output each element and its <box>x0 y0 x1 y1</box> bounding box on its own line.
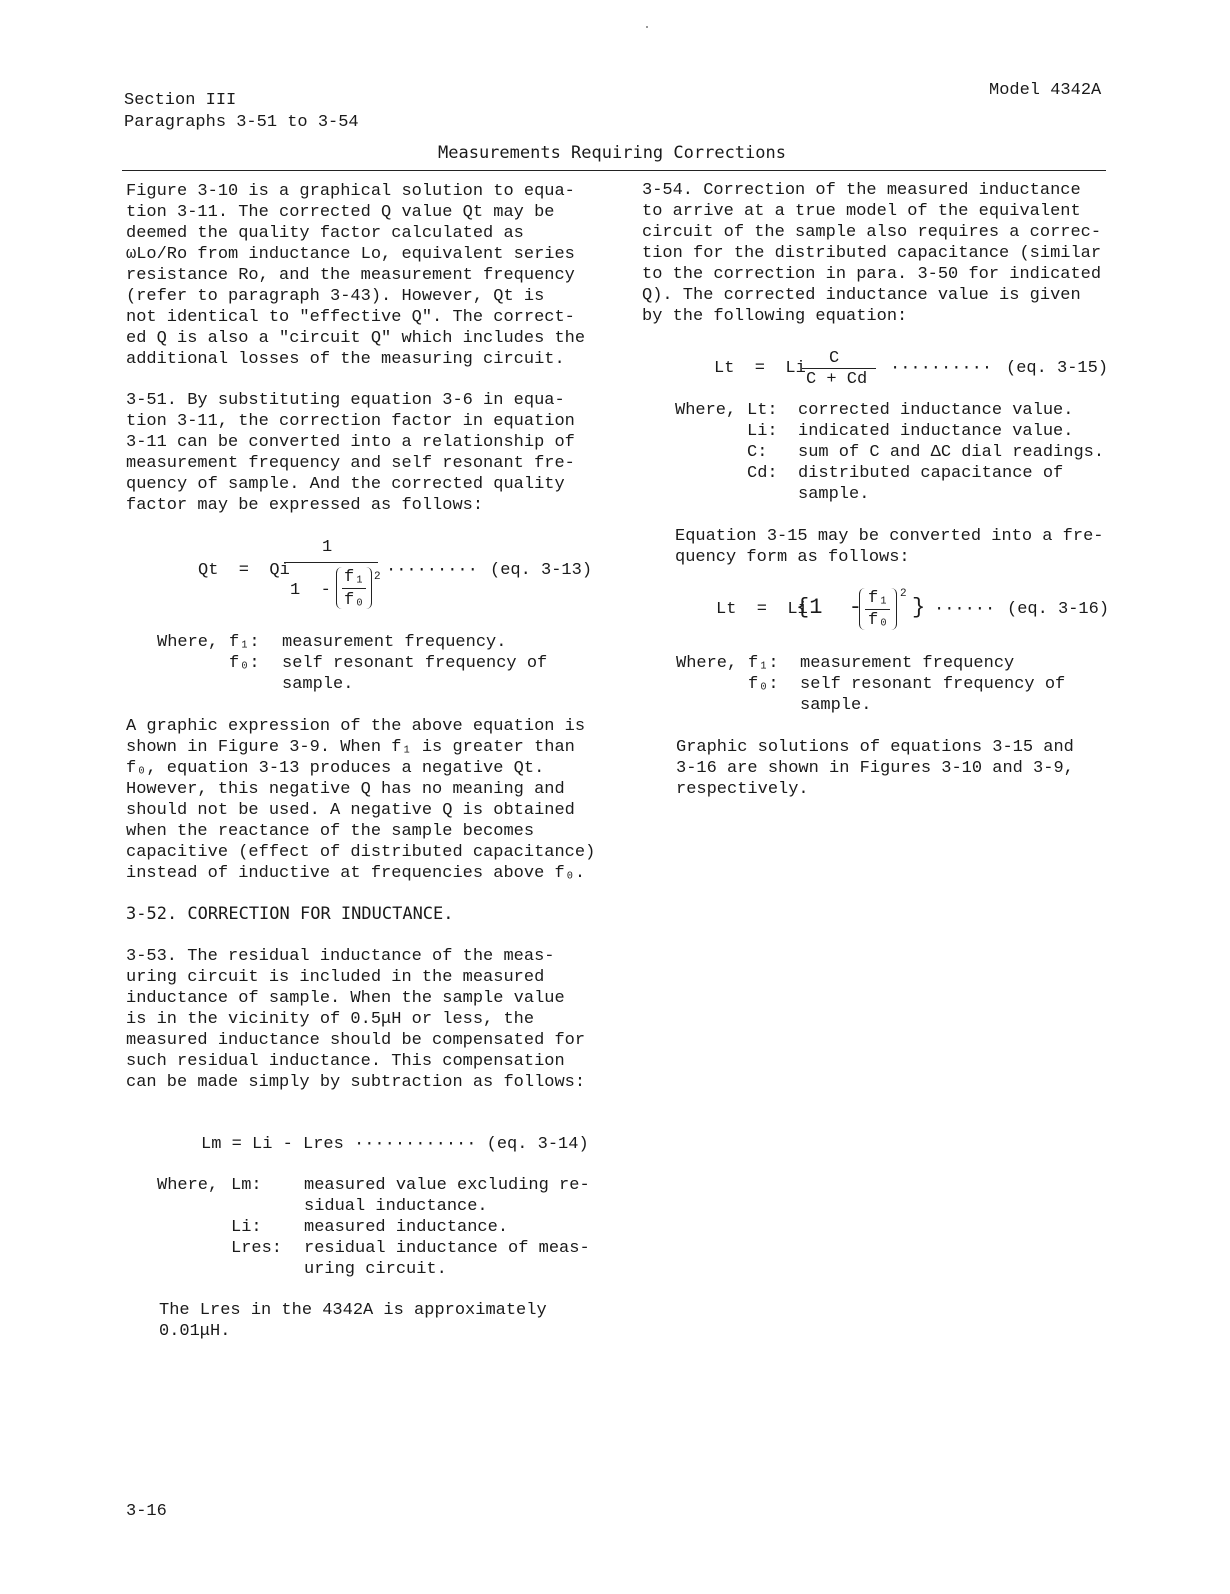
eq16-f1: f₁ <box>868 589 889 608</box>
where15-def: sum of C and ΔC dial readings. <box>798 443 1105 462</box>
where16-term: f₁: <box>748 654 779 673</box>
where16-def: measurement frequency <box>800 654 1015 673</box>
where15-term: C: <box>747 443 768 462</box>
where15-def: corrected inductance value. <box>798 401 1074 420</box>
eq15-label: (eq. 3-15) <box>1006 359 1109 378</box>
intro-paragraph: Figure 3-10 is a graphical solution to equa- tion 3-11. The corrected Q value Qt may be deemed the quality factor calculated as ωLo/Ro from inductance Lo, equivalent series resistance Ro, and the measurement frequency (refer to paragraph 3-43). However, Qt is not identical to "effective Q". The correct- ed Q is also a "circuit Q" which includes the additional losses of the measuring circuit. <box>126 182 586 369</box>
eq13-numerator: 1 <box>322 538 333 557</box>
eq16-f0: f₀ <box>868 611 889 630</box>
eq13-one-minus: 1 - <box>290 581 331 600</box>
where13-term: f₁: <box>229 633 260 652</box>
eq16-dots: ······ <box>934 600 996 619</box>
lres-note: The Lres in the 4342A is approximately 0.01μH. <box>159 1301 547 1341</box>
section-label: Section III <box>124 91 237 110</box>
model-label: Model 4342A <box>989 81 1102 100</box>
where16-def: self resonant frequency of sample. <box>800 675 1066 715</box>
where15-term: Lt: <box>747 401 778 420</box>
where13-def: measurement frequency. <box>282 633 507 652</box>
graphic-solutions-paragraph: Graphic solutions of equations 3-15 and 3-16 are shown in Figures 3-10 and 3-9, respectively. <box>676 738 1074 799</box>
where13-def: self resonant frequency of sample. <box>282 654 548 694</box>
eq13-fraction-bar <box>284 562 378 563</box>
page-title: Measurements Requiring Corrections <box>438 143 786 163</box>
where14-def: measured inductance. <box>304 1218 509 1237</box>
paragraph-3-53: 3-53. The residual inductance of the meas- uring circuit is included in the measured inductance of sample. When the sample value is in the vicinity of 0.5μH or less, the measured inductance should be compensated for such residual inductance. This compensation can be made simply by subtraction as follows: <box>126 947 586 1092</box>
eq15-numerator: C <box>829 349 840 368</box>
where15-def: distributed capacitance of sample. <box>798 464 1064 504</box>
paragraphs-label: Paragraphs 3-51 to 3-54 <box>124 113 359 132</box>
where15-def: indicated inductance value. <box>798 422 1074 441</box>
where14-def: residual inductance of meas- uring circuit. <box>304 1239 590 1279</box>
header-rule <box>122 170 1106 171</box>
eq13-power: 2 <box>374 571 381 583</box>
eq13-f0: f₀ <box>344 591 365 610</box>
eq15-denominator: C + Cd <box>806 370 868 389</box>
heading-3-52: 3-52. CORRECTION FOR INDUCTANCE. <box>126 904 454 924</box>
where14-intro: Where, <box>157 1176 219 1195</box>
eq13-inner-bar <box>342 588 366 589</box>
eq16-lhs: Lt = Li <box>716 600 808 619</box>
eq13-lhs: Qt = Qi <box>198 561 290 580</box>
where16-intro: Where, <box>676 654 738 673</box>
where15-term: Li: <box>747 422 778 441</box>
eq13-f1: f₁ <box>344 568 365 587</box>
scan-speck <box>646 26 648 28</box>
where16-term: f₀: <box>748 675 779 694</box>
eq16-label: (eq. 3-16) <box>1007 600 1110 619</box>
where13-term: f₀: <box>229 654 260 673</box>
graphic-expression-paragraph: A graphic expression of the above equation is shown in Figure 3-9. When f₁ is greater than f₀, equation 3-13 produces a negative Qt. However, this negative Q has no meaning and should not be used. A negative Q is obtained when the reactance of the sample becomes capacitive (effect of distributed capacitance) instead of inductive at frequencies above f₀. <box>126 717 596 883</box>
eq13-label: (eq. 3-13) <box>490 561 593 580</box>
eq15-dots: ·········· <box>890 359 993 378</box>
frequency-form-paragraph: Equation 3-15 may be converted into a fre- quency form as follows: <box>675 527 1104 567</box>
paragraph-3-51: 3-51. By substituting equation 3-6 in equa- tion 3-11, the correction factor in equation 3-11 can be converted into a relationship of measurement frequency and self resonant fre- quency of sample. And the corrected quality factor may be expressed as follows: <box>126 391 575 515</box>
where14-term: Li: <box>231 1218 262 1237</box>
eq15-lhs: Lt = Li <box>714 359 806 378</box>
where14-def: measured value excluding re- sidual inductance. <box>304 1176 590 1216</box>
where15-term: Cd: <box>747 464 778 483</box>
where14-term: Lres: <box>231 1239 283 1258</box>
where14-term: Lm: <box>231 1176 262 1195</box>
paragraph-3-54: 3-54. Correction of the measured inductance to arrive at a true model of the equivalent circuit of the sample also requires a correc- tion for the distributed capacitance (similar to the correction in para. 3-50 for indicated Q). The corrected inductance value is given by the following equation: <box>642 181 1102 326</box>
eq16-open: {1 - <box>796 595 863 620</box>
eq16-close: } <box>912 595 926 620</box>
page-number: 3-16 <box>126 1502 167 1521</box>
eq13-dots: ········· <box>386 561 478 580</box>
eq16-power: 2 <box>900 588 907 600</box>
equation-3-14: Lm = Li - Lres ············ (eq. 3-14) <box>201 1135 589 1154</box>
where13-intro: Where, <box>157 633 219 652</box>
where15-intro: Where, <box>675 401 737 420</box>
